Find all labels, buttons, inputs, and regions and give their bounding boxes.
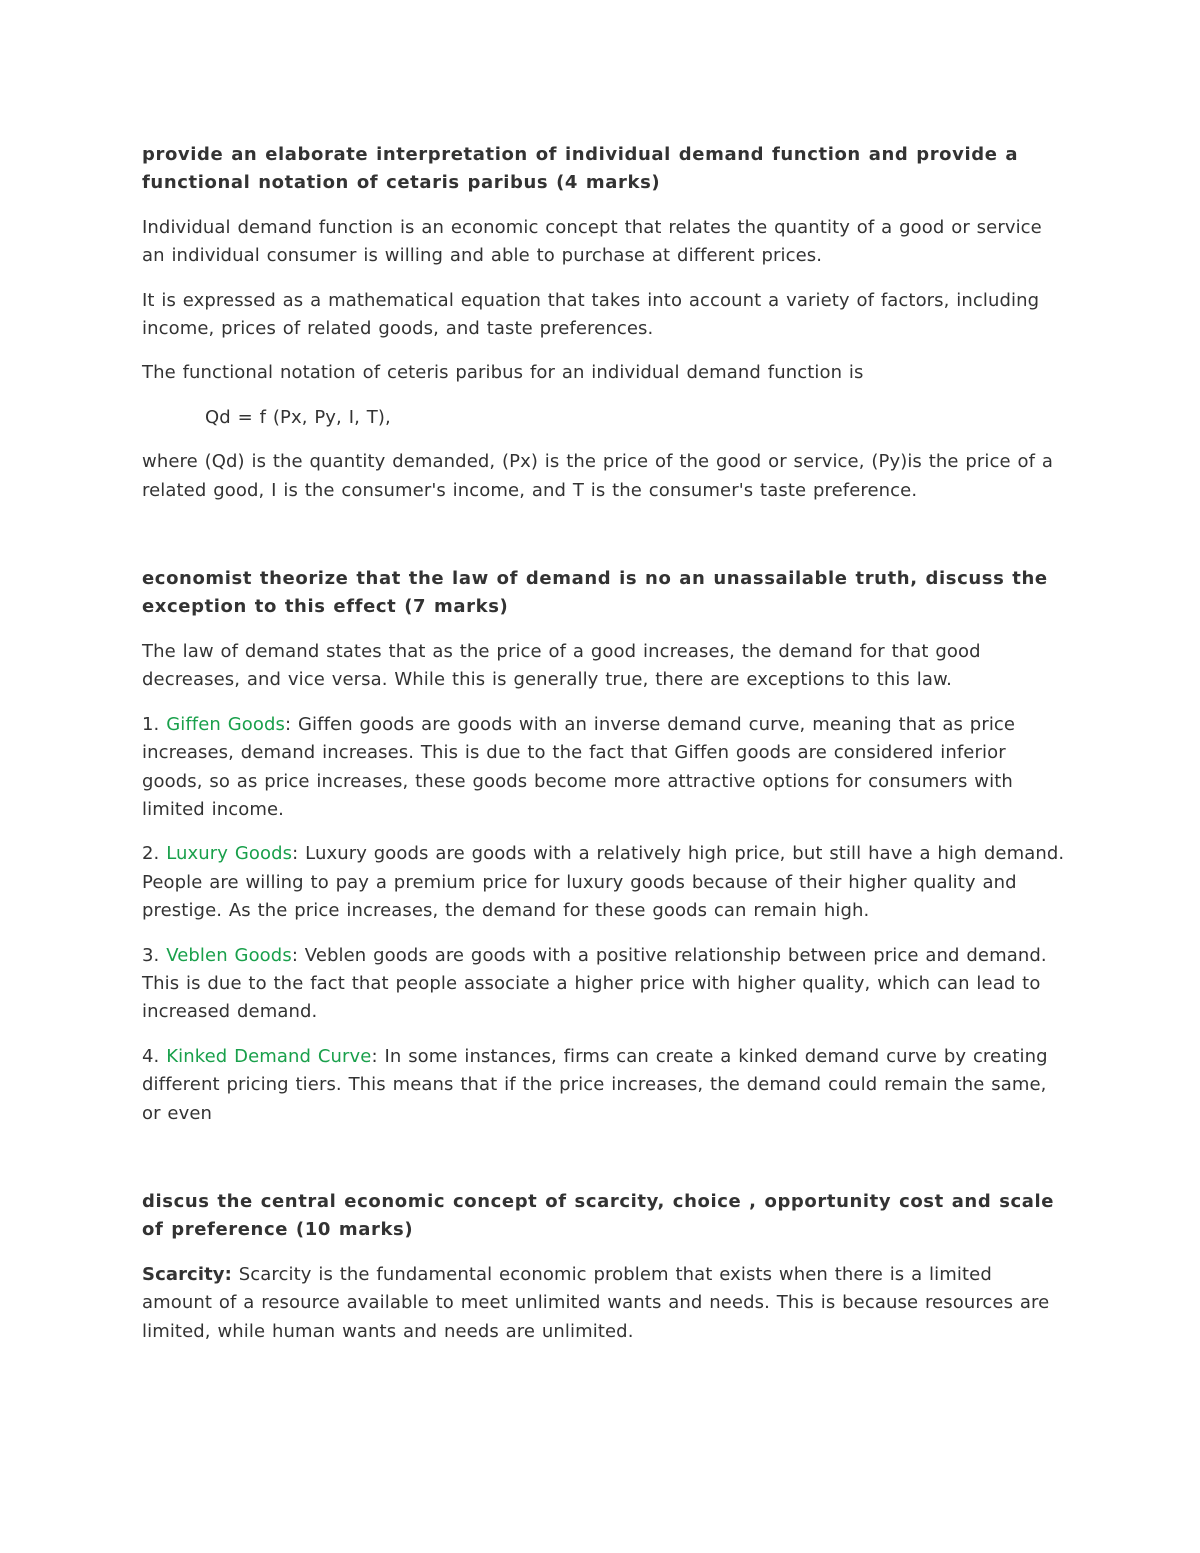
paragraph [142,1261,1067,1346]
list-item [142,840,1067,925]
paragraph: The functional notation of ceteris paribus for an individual demand function is [142,362,864,384]
equation: Qd = f (Px, Py, I, T), [205,406,391,428]
list-item [142,711,1067,825]
question-heading-2: economist theorize that the law of demand is no an unassailable truth, discuss the exception to this effect (7 marks) [142,568,1048,618]
list-number: 4. [142,1045,167,1067]
list-number: 1. [142,713,167,735]
paragraph: Individual demand function is an economic concept that relates the quantity of a good or service an individual consumer is willing and able to purchase at different prices. [142,216,1042,267]
question-heading-3: discus the central economic concept of scarcity, choice , opportunity cost and scale of preference (10 marks) [142,1190,1055,1241]
scarcity-text: Scarcity is the fundamental economic problem that exists when there is a limited amount of a resource available to meet unlimited wants and needs. This is because resources are limited, while human wants and needs are unlimited. [142,1263,1050,1342]
paragraph: The law of demand states that as the price of a good increases, the demand for that good decreases, and vice versa. While this is generally true, there are exceptions to this law. [142,640,981,691]
document-body [142,141,1067,1346]
list-text: : Giffen goods are goods with an inverse demand curve, meaning that as price increases, demand increases. This is due to the fact that Giffen goods are considered inferior goods, so as price increases, these goods become more attractive options for consumers with limited income. [142,713,1016,820]
list-number: 3. [142,944,167,966]
term-highlight: Giffen Goods [166,713,286,735]
paragraph: It is expressed as a mathematical equation that takes into account a variety of factors, including income, prices of related goods, and taste preferences. [142,289,1040,340]
scarcity-label: Scarcity: [142,1263,232,1285]
list-item [142,942,1067,1027]
list-item [142,1043,1067,1128]
paragraph: where (Qd) is the quantity demanded, (Px) is the price of the good or service, (Py)is the price of a related good, I is the consumer's income, and T is the consumer's taste preference. [142,451,1054,501]
list-text: : Luxury goods are goods with a relatively high price, but still have a high demand. People are willing to pay a premium price for luxury goods because of their higher quality and prestige. As the price increases, the demand for these goods can remain high. [142,843,1065,922]
list-text: : In some instances, firms can create a kinked demand curve by creating different pricing tiers. This means that if the price increases, the demand could remain the same, or even [142,1045,1048,1124]
list-text: : Veblen goods are goods with a positive relationship between price and demand. This is due to the fact that people associate a higher price with higher quality, which can lead to increased demand. [142,944,1047,1023]
question-heading-1: provide an elaborate interpretation of individual demand function and provide a functional notation of cetaris paribus (4 marks) [142,144,1019,194]
term-highlight: Veblen Goods [166,944,292,966]
list-number: 2. [142,843,167,865]
term-highlight: Luxury Goods [166,843,293,865]
term-highlight: Kinked Demand Curve [166,1045,372,1067]
